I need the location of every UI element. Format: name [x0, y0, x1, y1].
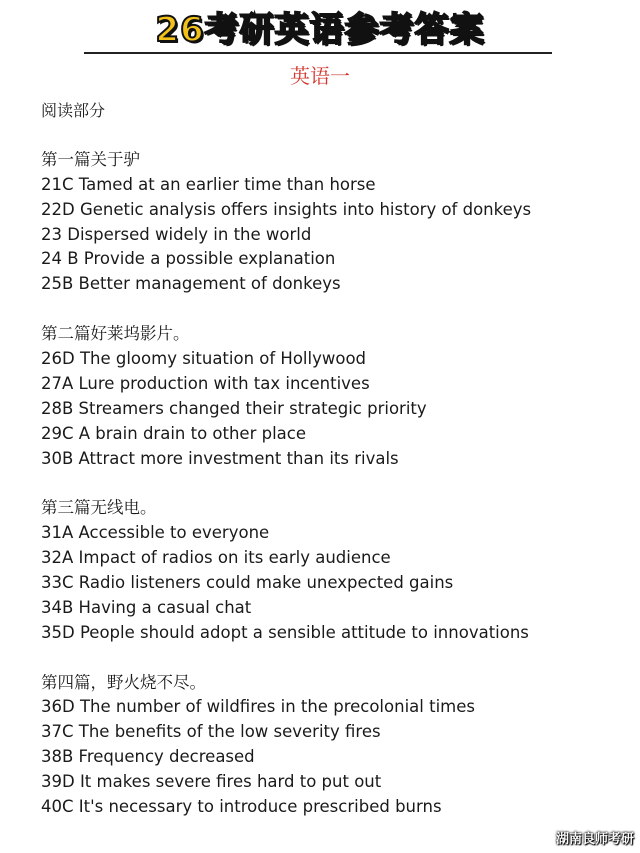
answer-line: 37C The benefits of the low severity fires	[41, 722, 381, 742]
passage-2	[41, 322, 631, 471]
passage-4	[41, 671, 631, 820]
section-label: 阅读部分	[41, 101, 106, 120]
answer-line: 25B Better management of donkeys	[41, 274, 341, 294]
title-divider	[84, 52, 552, 54]
answer-line: 34B Having a casual chat	[41, 597, 252, 617]
passage-1	[41, 148, 631, 297]
passage-3	[41, 496, 631, 645]
answer-line: 33C Radio listeners could make unexpected gains	[41, 573, 454, 593]
spacer	[41, 123, 631, 148]
answer-line: 28B Streamers changed their strategic priority	[41, 398, 427, 418]
answer-line: 36D The number of wildfires in the precolonial times	[41, 697, 475, 717]
answer-line: 27A Lure production with tax incentives	[41, 373, 370, 393]
passage-heading: 第一篇关于驴	[41, 149, 140, 169]
answer-line: 35D People should adopt a sensible attitude to innovations	[41, 622, 529, 642]
page-title: 26考研英语参考答案	[155, 10, 485, 50]
answer-line: 32A Impact of radios on its early audience	[41, 548, 391, 568]
answer-line: 23 Dispersed widely in the world	[41, 224, 312, 244]
answer-line: 31A Accessible to everyone	[41, 523, 270, 543]
page-subtitle: 英语一	[290, 64, 350, 88]
answer-line: 40C It's necessary to introduce prescribed burns	[41, 797, 442, 817]
answer-line: 24 B Provide a possible explanation	[41, 249, 336, 269]
answer-line: 21C Tamed at an earlier time than horse	[41, 174, 376, 194]
spacer	[41, 297, 631, 322]
passage-heading: 第二篇好莱坞影片。	[41, 324, 190, 344]
answer-content	[41, 98, 631, 820]
answer-line: 39D It makes severe fires hard to put out	[41, 772, 382, 792]
answer-line: 38B Frequency decreased	[41, 747, 255, 767]
answer-line: 22D Genetic analysis offers insights into history of donkeys	[41, 199, 532, 219]
passage-heading: 第四篇，野火烧不尽。	[41, 672, 206, 692]
spacer	[41, 471, 631, 496]
answer-line: 29C A brain drain to other place	[41, 423, 307, 443]
answer-line: 30B Attract more investment than its rivals	[41, 448, 399, 468]
watermark: 湖南良师考研	[555, 832, 634, 847]
passage-heading: 第三篇无线电。	[41, 498, 157, 518]
answer-line: 26D The gloomy situation of Hollywood	[41, 349, 367, 369]
spacer	[41, 646, 631, 671]
